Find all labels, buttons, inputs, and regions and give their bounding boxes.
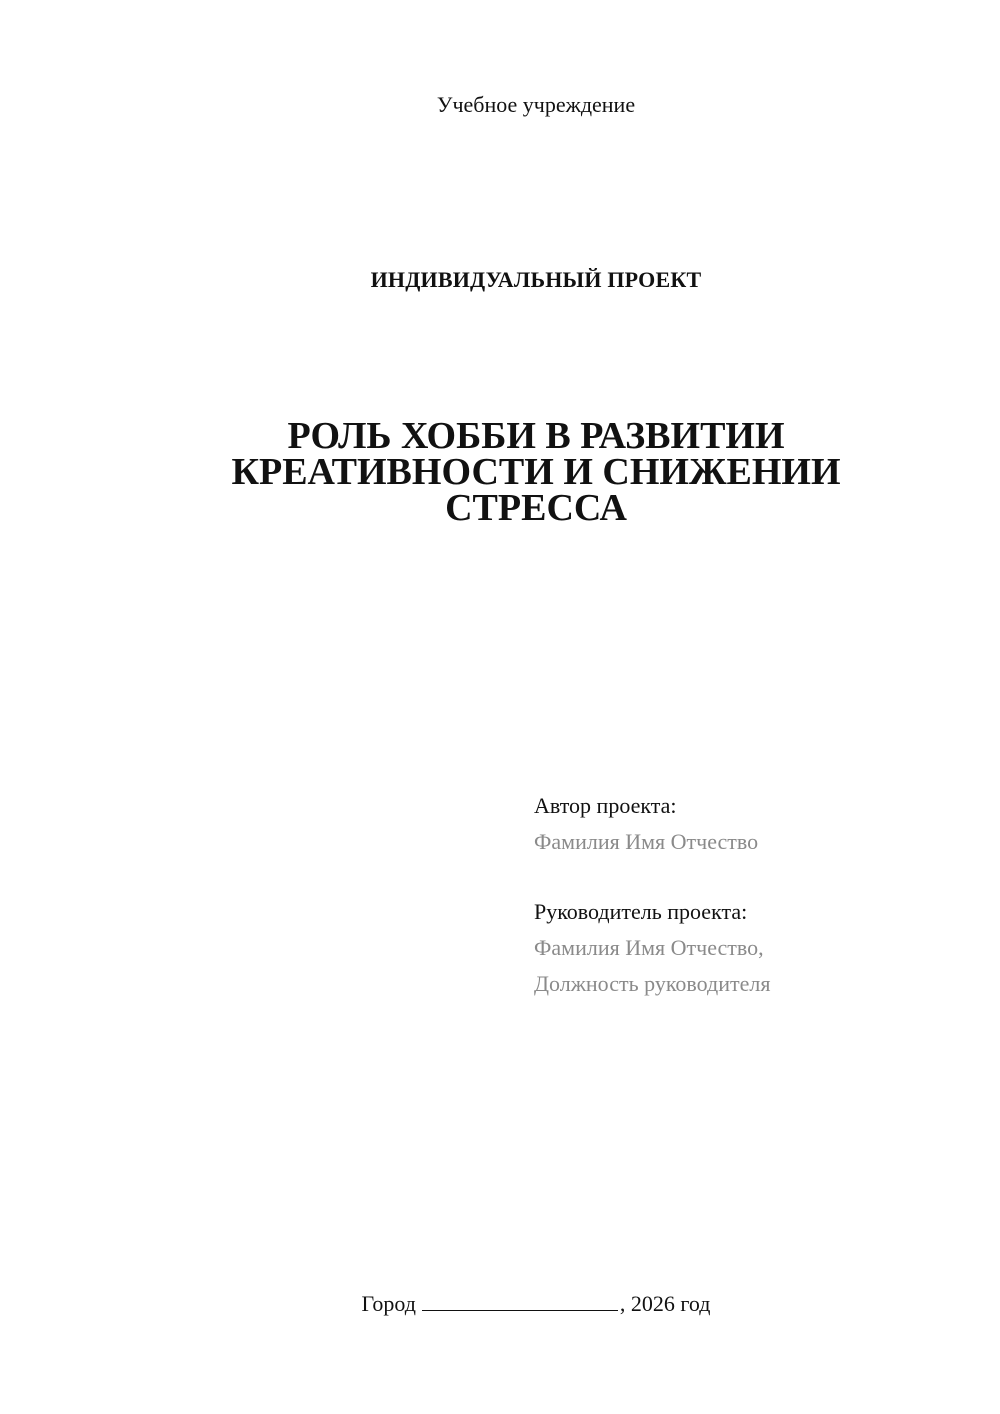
project-title-line-3: СТРЕССА xyxy=(445,487,627,529)
city-year-line xyxy=(0,1288,1000,1320)
institution-name: Учебное учреждение xyxy=(436,92,636,117)
supervisor-name: Фамилия Имя Отчество, xyxy=(534,935,764,960)
city-blank-line xyxy=(422,1288,618,1311)
author-name: Фамилия Имя Отчество xyxy=(534,829,759,854)
author-block xyxy=(534,788,974,860)
author-label: Автор проекта: xyxy=(534,793,677,818)
year-text: , 2026 год xyxy=(619,1291,711,1316)
supervisor-block xyxy=(534,894,974,1002)
project-title-line-1: РОЛЬ ХОББИ В РАЗВИТИИ xyxy=(287,415,785,457)
city-label: Город xyxy=(361,1291,416,1316)
project-title-line-2: КРЕАТИВНОСТИ И СНИЖЕНИИ xyxy=(231,451,841,493)
supervisor-position: Должность руководителя xyxy=(534,971,771,996)
supervisor-label: Руководитель проекта: xyxy=(534,899,748,924)
project-title xyxy=(200,415,872,529)
credits-block xyxy=(534,788,974,1002)
project-type-heading: ИНДИВИДУАЛЬНЫЙ ПРОЕКТ xyxy=(370,267,702,292)
